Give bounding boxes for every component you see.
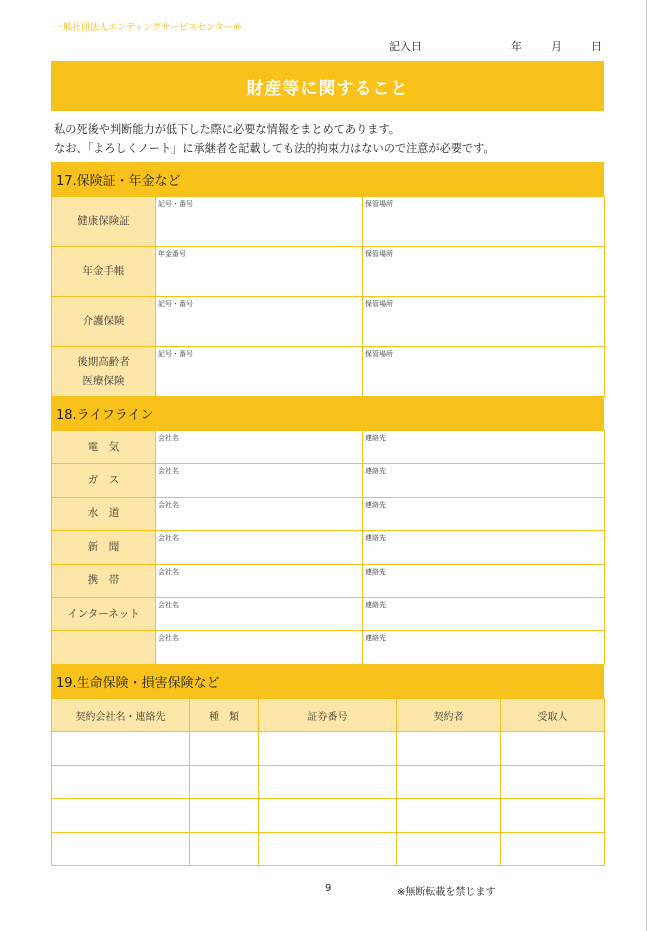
row-label [52,297,156,347]
entry-date-label: 記入日 [389,40,422,53]
organization-name: 一般社団法人エンディングサービスセンター® [54,23,242,33]
policy-cell[interactable] [52,732,190,766]
column-header: 証券番号 [259,699,397,732]
policy-cell[interactable] [52,799,190,833]
policy-cell[interactable] [501,732,605,766]
contact-field[interactable]: 連絡先 [363,597,605,630]
page-title: 財産等に関すること [246,78,409,99]
page-number: 9 [325,883,332,894]
number-field[interactable]: 年金番号 [156,247,363,297]
column-header: 契約者 [397,699,501,732]
day-label: 日 [591,40,602,53]
lifeline-table [51,430,605,665]
policy-row [52,832,605,866]
page-edge-line [646,0,647,931]
policy-cell[interactable] [259,832,397,866]
company-name-field[interactable]: 会社名 [156,631,363,664]
insurance-policy-table [51,698,605,866]
column-header: 受取人 [501,699,605,732]
policy-row [52,732,605,766]
copyright-notice: ※無断転載を禁じます [397,887,496,898]
intro-text [54,120,495,158]
company-name-field[interactable]: 会社名 [156,464,363,497]
policy-row [52,799,605,833]
column-header: 種 類 [190,699,259,732]
number-field[interactable]: 記号・番号 [156,347,363,397]
lifeline-label: 電 気 [52,431,156,464]
storage-location-field[interactable]: 保管場所 [363,297,605,347]
month-label: 月 [551,40,562,53]
policy-cell[interactable] [52,832,190,866]
row-label-line: 医療保険 [82,374,125,387]
insurance-row [52,247,605,297]
lifeline-row [52,531,605,564]
row-label-line: 健康保険証 [77,215,130,227]
lifeline-label: ガ ス [52,464,156,497]
contact-field[interactable]: 連絡先 [363,531,605,564]
policy-cell[interactable] [259,799,397,833]
policy-cell[interactable] [190,732,259,766]
insurance-row [52,197,605,247]
policy-cell[interactable] [397,832,501,866]
number-field[interactable]: 記号・番号 [156,197,363,247]
lifeline-label: インターネット [52,597,156,630]
section-18-header [51,396,604,430]
lifeline-label: 水 道 [52,497,156,530]
contact-field[interactable]: 連絡先 [363,464,605,497]
policy-cell[interactable] [190,799,259,833]
section-17-header [51,162,604,196]
row-label-line: 後期高齢者 [77,355,130,368]
policy-cell[interactable] [501,832,605,866]
lifeline-row [52,564,605,597]
policy-cell[interactable] [397,732,501,766]
row-label-line: 年金手帳 [82,265,125,277]
lifeline-row [52,431,605,464]
policy-cell[interactable] [190,832,259,866]
row-label [52,247,156,297]
intro-line-1: 私の死後や判断能力が低下した際に必要な情報をまとめてあります。 [54,123,400,136]
policy-row [52,765,605,799]
page-title-bar [51,61,604,111]
contact-field[interactable]: 連絡先 [363,564,605,597]
policy-cell[interactable] [501,799,605,833]
policy-cell[interactable] [397,799,501,833]
row-label-line: 介護保険 [82,315,125,327]
lifeline-row [52,464,605,497]
section-17-title: 17.保険証・年金など [56,173,181,189]
row-label [52,197,156,247]
insurance-row [52,297,605,347]
storage-location-field[interactable]: 保管場所 [363,347,605,397]
company-name-field[interactable]: 会社名 [156,497,363,530]
lifeline-row [52,497,605,530]
company-name-field[interactable]: 会社名 [156,564,363,597]
company-name-field[interactable]: 会社名 [156,597,363,630]
lifeline-label [52,631,156,664]
column-header: 契約会社名・連絡先 [52,699,190,732]
storage-location-field[interactable]: 保管場所 [363,247,605,297]
section-18-title: 18.ライフライン [56,407,154,423]
lifeline-label: 新 聞 [52,531,156,564]
storage-location-field[interactable]: 保管場所 [363,197,605,247]
row-label [52,347,156,397]
company-name-field[interactable]: 会社名 [156,431,363,464]
policy-cell[interactable] [259,765,397,799]
contact-field[interactable]: 連絡先 [363,631,605,664]
intro-line-2: なお、「よろしくノート」に承継者を記載しても法的拘束力はないので注意が必要です。 [54,142,495,155]
lifeline-row [52,631,605,664]
section-19-title: 19.生命保険・損害保険など [56,675,220,691]
policy-cell[interactable] [52,765,190,799]
insurance-row [52,347,605,397]
policy-cell[interactable] [501,765,605,799]
policy-cell[interactable] [190,765,259,799]
policy-cell[interactable] [397,765,501,799]
contact-field[interactable]: 連絡先 [363,497,605,530]
policy-cell[interactable] [259,732,397,766]
insurance-card-table [51,196,605,397]
section-19-header [51,664,604,698]
entry-date-line [54,38,604,54]
contact-field[interactable]: 連絡先 [363,431,605,464]
number-field[interactable]: 記号・番号 [156,297,363,347]
lifeline-label: 携 帯 [52,564,156,597]
company-name-field[interactable]: 会社名 [156,531,363,564]
lifeline-row [52,597,605,630]
year-label: 年 [511,40,522,53]
